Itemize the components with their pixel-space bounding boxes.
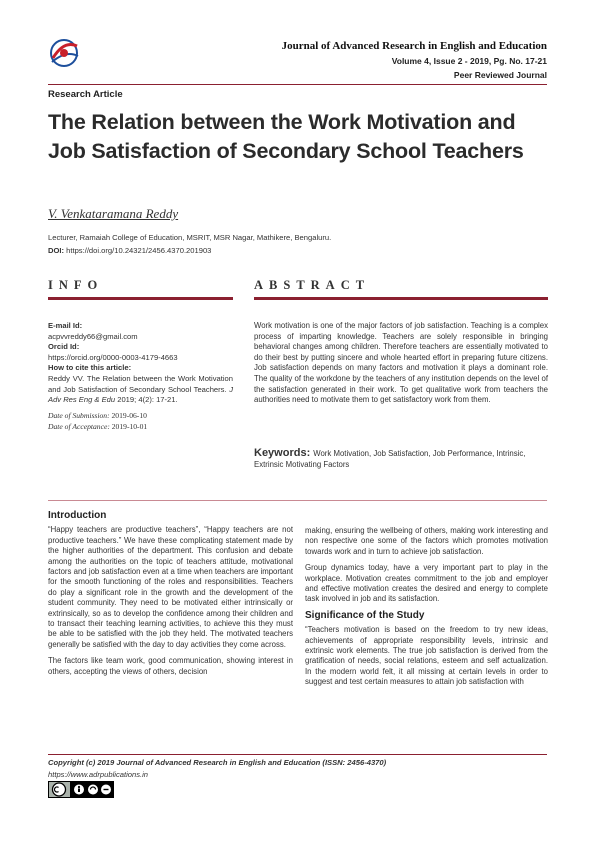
info-heading: INFO [48, 278, 104, 292]
abstract-bottom-divider [48, 500, 547, 501]
info-divider [48, 297, 233, 300]
doi-line [48, 246, 211, 255]
right-paragraph-1: making, ensuring the wellbeing of others, making work interesting and non respective one some of the factors which promotes motivation towards work and in turn to achieve job satisfaction. [305, 526, 548, 556]
acceptance-date: 2019-10-01 [111, 421, 148, 431]
orcid-value[interactable]: https://orcid.org/0000-0003-4179-4663 [48, 352, 178, 362]
right-paragraph-2: Group dynamics today, have a very important part to play in the workplace. Motivation creates commitment to the job and employer and effective motivation creates the desired and energy to complete task involved in job and its satisfaction. [305, 563, 548, 604]
abstract-divider [254, 297, 548, 300]
significance-paragraph: “Teachers motivation is based on the freedom to try new ideas, achievements of appropriate responsibility levels, intrinsic and extrinsic work elements. The true job satisfaction is derived from the gratification of needs, social relations, esteem and self actualization. In the modern world felt, it all missing at certain levels in order to suggest and test certain measures to attain job satisfaction with [305, 625, 548, 687]
peer-reviewed-label: Peer Reviewed Journal [453, 70, 547, 80]
keywords-label: Keywords: [254, 447, 311, 459]
abstract-text: Work motivation is one of the major factors of job satisfaction. Teaching is a complex process of imparting knowledge. Teachers are solely responsible in bringing behavioral changes among children. Therefore teachers are essentially motivated to do their best by putting sincere and whole hearted effort in preparing future citizens. Job satisfaction depends on many factors and motivation it plays a dominant role. The quality of the workdone by the teachers of any institution depends on the level of the satisfaction generated in their work. To get qualitative work from teachers the authorities need to motivate them to get satisfactory work from them. [254, 321, 548, 405]
article-type: Research Article [48, 89, 123, 100]
significance-heading: Significance of the Study [305, 609, 425, 621]
keywords-list: Work Motivation, Job Satisfaction, Job Performance, Intrinsic, Extrinsic Motivating Factors [254, 449, 526, 469]
info-panel [48, 321, 233, 432]
volume-info: Volume 4, Issue 2 - 2019, Pg. No. 17-21 [391, 56, 547, 66]
citation-details: 2019; 4(2): 17-21. [115, 395, 178, 405]
abstract-heading: ABSTRACT [254, 278, 371, 292]
introduction-heading: Introduction [48, 510, 107, 521]
email-value[interactable]: acpvvreddy66@gmail.com [48, 331, 138, 341]
header-divider [48, 84, 547, 85]
citation-journal: J Adv Res Eng & Edu [48, 384, 233, 405]
doi-link[interactable]: https://doi.org/10.24321/2456.4370.201903 [64, 246, 212, 255]
doi-label: DOI: [48, 246, 65, 255]
journal-name: Journal of Advanced Research in English and Education [281, 40, 547, 52]
dates [48, 410, 233, 432]
intro-paragraph-1: “Happy teachers are productive teachers”, “Happy teachers are not productive teachers.” We have these complicating statement made by the higher authorities of the department. This confusion and debate among the authorities on the topic of teachers attitude, motivational factors and job satisfaction even at a time when teachers are important for the smooth functioning of the roles and responsibilities. Teachers do play a significant role in the growth and the development of the student community. They need to be motivated either intrinsically or extrinsically, so as to develop the confidence among their children and to transact their teaching learning activities, to achieve this they must be able to be satisfied with the job they held. The motivated teachers generally be satisfied with the day to day activities they come across. [48, 525, 293, 649]
citation-text: Reddy VV. The Relation between the Work Motivation and Job Satisfaction of Secondary School Teachers. [48, 373, 233, 394]
affiliation: Lecturer, Ramaiah College of Education, MSRIT, MSR Nagar, Mathikere, Bengaluru. [48, 233, 332, 242]
creative-commons-license-icon[interactable] [48, 781, 114, 798]
body-left-column [48, 511, 293, 683]
orcid-label: Orcid Id: [48, 342, 80, 352]
submission-date: 2019-06-10 [111, 410, 147, 420]
email-label: E-mail Id: [48, 321, 83, 330]
publisher-logo [44, 36, 84, 70]
keywords [254, 448, 548, 470]
author-name[interactable]: V. Venkataramana Reddy [48, 206, 179, 221]
paper-title: The Relation between the Work Motivation and Job Satisfaction of Secondary School Teachers [48, 110, 524, 163]
cite-label: How to cite this article: [48, 363, 132, 373]
copyright-notice: Copyright (c) 2019 Journal of Advanced Research in English and Education (ISSN: 2456-4370) [48, 758, 387, 767]
footer-divider [48, 754, 547, 755]
acceptance-label: Date of Acceptance: [48, 421, 112, 431]
publisher-url[interactable]: https://www.adrpublications.in [48, 770, 149, 779]
body-right-column [305, 526, 548, 694]
intro-paragraph-2: The factors like team work, good communication, showing interest in others, accepting the views of others, decision [48, 656, 293, 676]
citation [48, 374, 233, 406]
submission-label: Date of Submission: [48, 410, 112, 420]
